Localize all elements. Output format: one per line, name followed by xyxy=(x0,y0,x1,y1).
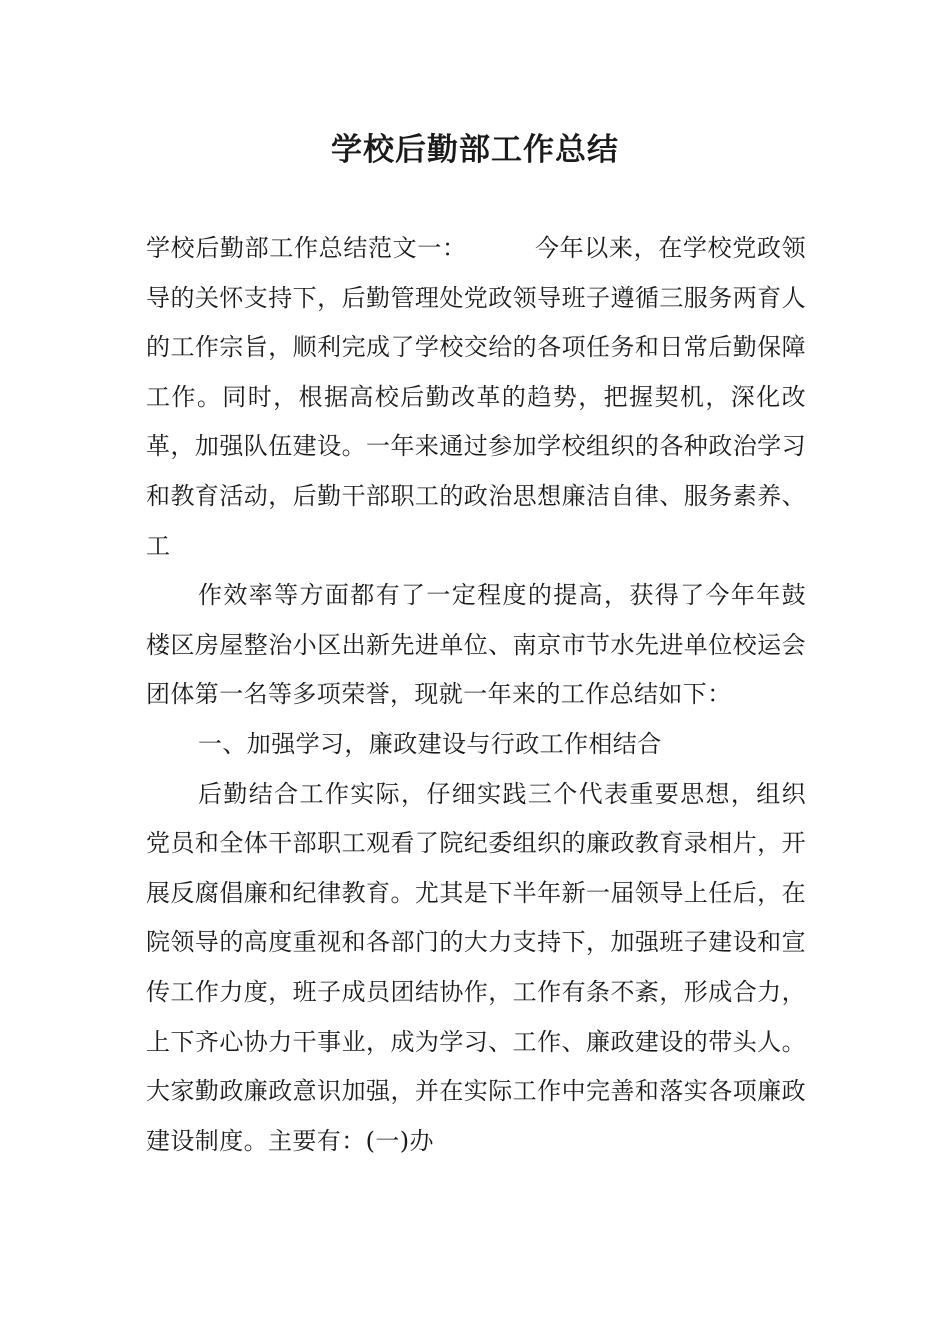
paragraph-1 xyxy=(146,224,806,571)
paragraph-2: 作效率等方面都有了一定程度的提高，获得了今年年鼓楼区房屋整治小区出新先进单位、南京市节水先进单位校运会团体第一名等多项荣誉，现就一年来的工作总结如下： xyxy=(146,581,806,709)
paragraph-3: 后勤结合工作实际，仔细实践三个代表重要思想，组织党员和全体干部职工观看了院纪委组织的廉政教育录相片，开展反腐倡廉和纪律教育。尤其是下半年新一届领导上任后，在院领导的高度重视和各部门的大力支持下，加强班子建设和宣传工作力度，班子成员团结协作，工作有条不紊，形成合力，上下齐心协力干事业，成为学习、工作、廉政建设的带头人。大家勤政廉政意识加强，并在实际工作中完善和落实各项廉政建设制度。主要有：(一)办 xyxy=(146,779,806,1155)
document-body xyxy=(146,224,806,1166)
section-heading-1: 一、加强学习，廉政建设与行政工作相结合 xyxy=(198,729,662,758)
paragraph-1-lead: 学校后勤部工作总结范文一： xyxy=(146,234,467,262)
paragraph-1-text: 今年以来，在学校党政领导的关怀支持下，后勤管理处党政领导班子遵循三服务两育人的工作宗旨，顺利完成了学校交给的各项任务和日常后勤保障工作。同时，根据高校后勤改革的趋势，把握契机，深化改革，加强队伍建设。一年来通过参加学校组织的各种政治学习和教育活动，后勤干部职工的政治思想廉洁自律、服务素养、工 xyxy=(146,234,807,560)
document-title: 学校后勤部工作总结 xyxy=(331,132,619,168)
